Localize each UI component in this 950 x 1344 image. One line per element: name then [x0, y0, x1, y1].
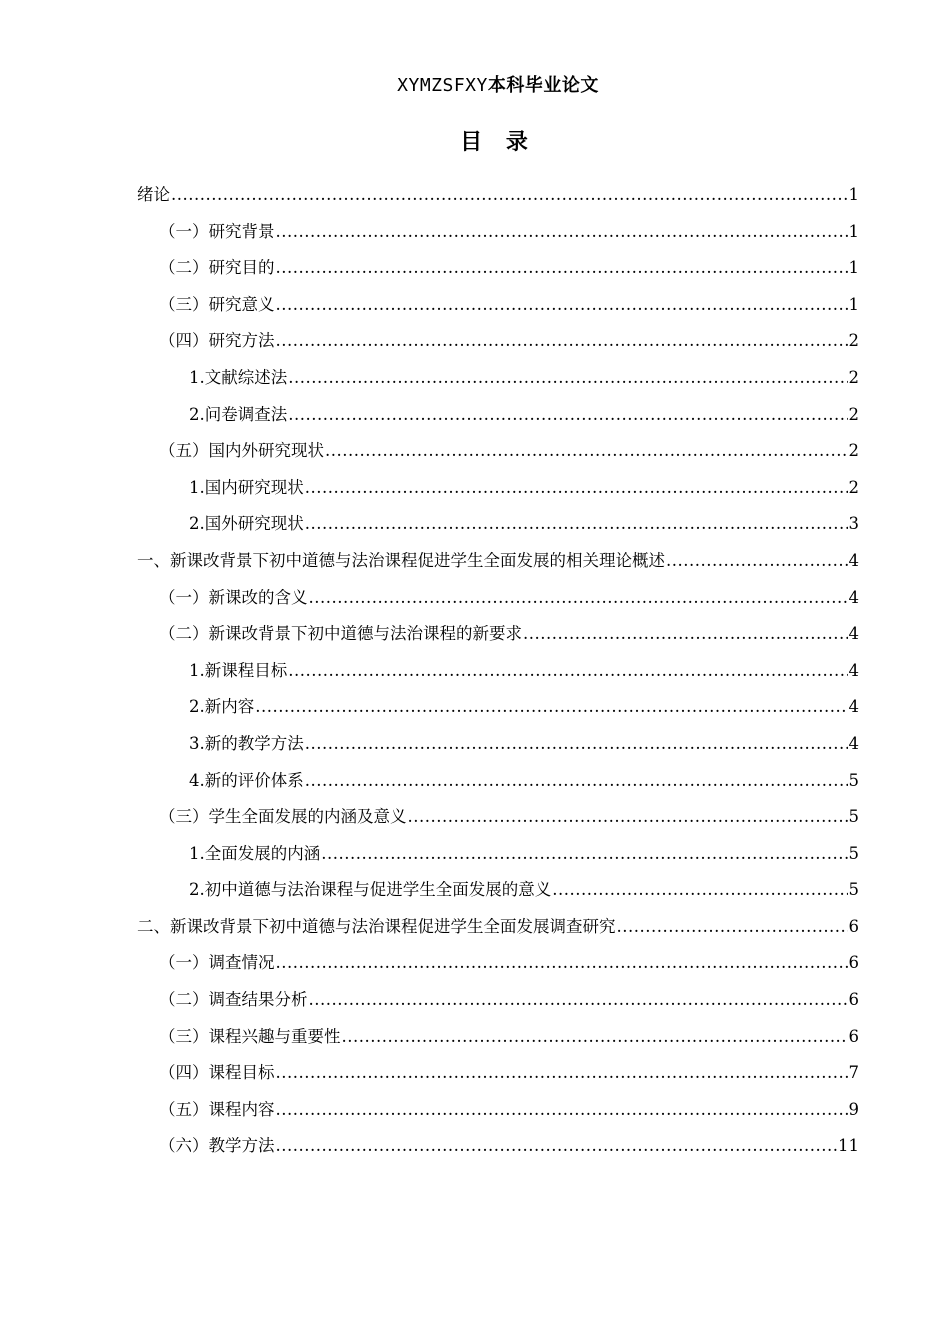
toc-dot-leader: [325, 433, 848, 470]
toc-entry-page-number: 2: [848, 331, 859, 351]
toc-entry-page-number: 5: [848, 843, 859, 863]
toc-entry[interactable]: [137, 799, 859, 836]
toc-entry-label: （二）调查结果分析: [159, 990, 308, 1010]
toc-dot-leader: [255, 689, 847, 726]
toc-entry[interactable]: [137, 909, 859, 946]
header-school-code: XYMZSFXY: [397, 75, 488, 96]
toc-entry-page-number: 2: [848, 441, 859, 461]
toc-entry-label: 1.全面发展的内涵: [189, 843, 321, 863]
toc-entry[interactable]: [137, 250, 859, 287]
toc-entry-label: （一）调查情况: [159, 953, 275, 973]
toc-entry-page-number: 9: [848, 1099, 859, 1119]
toc-entry-label: 1.新课程目标: [189, 660, 288, 680]
toc-entry-label: （四）研究方法: [159, 331, 275, 351]
toc-entry-page-number: 1: [848, 185, 859, 204]
toc-dot-leader: [276, 323, 848, 360]
toc-entry-label: （五）课程内容: [159, 1099, 275, 1119]
toc-dot-leader: [171, 177, 848, 214]
toc-entry-page-number: 3: [848, 514, 859, 534]
toc-dot-leader: [408, 799, 848, 836]
toc-dot-leader: [305, 506, 848, 543]
toc-entry[interactable]: [137, 872, 859, 909]
toc-entry-page-number: 4: [848, 660, 859, 680]
toc-entry[interactable]: [137, 543, 859, 580]
toc-entry-label: （一）研究背景: [159, 221, 275, 241]
toc-entry-page-number: 5: [848, 880, 859, 900]
toc-entry-page-number: 4: [848, 697, 859, 717]
toc-entry[interactable]: [137, 323, 859, 360]
toc-dot-leader: [288, 397, 847, 434]
toc-dot-leader: [305, 470, 848, 507]
toc-entry[interactable]: [137, 836, 859, 873]
toc-dot-leader: [552, 872, 847, 909]
toc-dot-leader: [309, 580, 848, 617]
toc-entry-label: （三）学生全面发展的内涵及意义: [159, 807, 407, 827]
toc-entry[interactable]: [137, 763, 859, 800]
toc-entry[interactable]: [137, 616, 859, 653]
toc-dot-leader: [305, 726, 848, 763]
toc-entry-page-number: 1: [848, 258, 859, 278]
header-thesis-type: 本科毕业论文: [487, 75, 599, 96]
toc-entry-label: 2.新内容: [189, 697, 255, 717]
toc-dot-leader: [666, 543, 848, 580]
toc-entry[interactable]: [137, 214, 859, 251]
toc-dot-leader: [288, 360, 847, 397]
toc-entry-page-number: 2: [848, 367, 859, 387]
toc-dot-leader: [276, 1092, 848, 1129]
toc-entry-page-number: 4: [848, 587, 859, 607]
page-header: [0, 74, 950, 98]
toc-entry[interactable]: [137, 360, 859, 397]
toc-entry[interactable]: [137, 177, 859, 214]
toc-entry[interactable]: [137, 470, 859, 507]
toc-entry[interactable]: [137, 580, 859, 617]
toc-entry-page-number: 6: [848, 1026, 859, 1046]
toc-entry[interactable]: [137, 287, 859, 324]
toc-entry[interactable]: [137, 1092, 859, 1129]
toc-entry-page-number: 4: [848, 550, 859, 570]
toc-entry-label: 绪论: [137, 185, 170, 204]
toc-entry[interactable]: [137, 433, 859, 470]
toc-entry-label: （六）教学方法: [159, 1136, 275, 1156]
toc-entry[interactable]: [137, 1055, 859, 1092]
toc-dot-leader: [276, 250, 848, 287]
toc-dot-leader: [523, 616, 848, 653]
toc-entry-label: 2.问卷调查法: [189, 404, 288, 424]
toc-entry-label: 4.新的评价体系: [189, 770, 304, 790]
toc-entry-page-number: 2: [848, 404, 859, 424]
toc-dot-leader: [305, 763, 848, 800]
toc-entry-page-number: 4: [848, 624, 859, 644]
toc-dot-leader: [276, 1055, 848, 1092]
toc-entry-page-number: 6: [848, 916, 859, 936]
toc-entry-label: 2.初中道德与法治课程与促进学生全面发展的意义: [189, 880, 552, 900]
toc-entry-label: （一）新课改的含义: [159, 587, 308, 607]
toc-entry[interactable]: [137, 1019, 859, 1056]
toc-entry-label: （二）研究目的: [159, 258, 275, 278]
toc-dot-leader: [276, 287, 848, 324]
toc-entry[interactable]: [137, 653, 859, 690]
toc-entry-label: （二）新课改背景下初中道德与法治课程的新要求: [159, 624, 522, 644]
toc-entry-page-number: 2: [848, 477, 859, 497]
toc-entry[interactable]: [137, 506, 859, 543]
toc-entry-page-number: 6: [848, 953, 859, 973]
toc-entry-page-number: 4: [848, 733, 859, 753]
toc-entry-page-number: 1: [848, 294, 859, 314]
toc-entry-label: （五）国内外研究现状: [159, 441, 324, 461]
toc-entry-page-number: 5: [848, 807, 859, 827]
toc-dot-leader: [342, 1019, 848, 1056]
toc-entry[interactable]: [137, 982, 859, 1019]
toc-dot-leader: [617, 909, 848, 946]
table-of-contents: [137, 177, 859, 1165]
toc-entry-label: 1.文献综述法: [189, 367, 288, 387]
toc-entry[interactable]: [137, 397, 859, 434]
toc-dot-leader: [321, 836, 847, 873]
toc-entry[interactable]: [137, 945, 859, 982]
toc-entry-page-number: 1: [848, 221, 859, 241]
toc-entry-label: （四）课程目标: [159, 1063, 275, 1083]
toc-entry-label: 2.国外研究现状: [189, 514, 304, 534]
toc-entry[interactable]: [137, 689, 859, 726]
toc-entry-page-number: 7: [848, 1063, 859, 1083]
toc-entry-label: （三）课程兴趣与重要性: [159, 1026, 341, 1046]
toc-dot-leader: [276, 1128, 838, 1165]
toc-dot-leader: [276, 214, 848, 251]
toc-entry-label: （三）研究意义: [159, 294, 275, 314]
toc-entry-label: 二、新课改背景下初中道德与法治课程促进学生全面发展调查研究: [137, 916, 616, 936]
toc-entry-label: 一、新课改背景下初中道德与法治课程促进学生全面发展的相关理论概述: [137, 550, 665, 570]
toc-dot-leader: [288, 653, 847, 690]
toc-entry-page-number: 11: [838, 1136, 859, 1156]
toc-title: 目 录: [460, 130, 536, 155]
toc-dot-leader: [276, 945, 848, 982]
toc-entry[interactable]: [137, 1128, 859, 1165]
toc-entry-page-number: 5: [848, 770, 859, 790]
toc-entry[interactable]: [137, 726, 859, 763]
toc-dot-leader: [309, 982, 848, 1019]
toc-entry-label: 3.新的教学方法: [189, 733, 304, 753]
toc-entry-page-number: 6: [848, 990, 859, 1010]
toc-entry-label: 1.国内研究现状: [189, 477, 304, 497]
